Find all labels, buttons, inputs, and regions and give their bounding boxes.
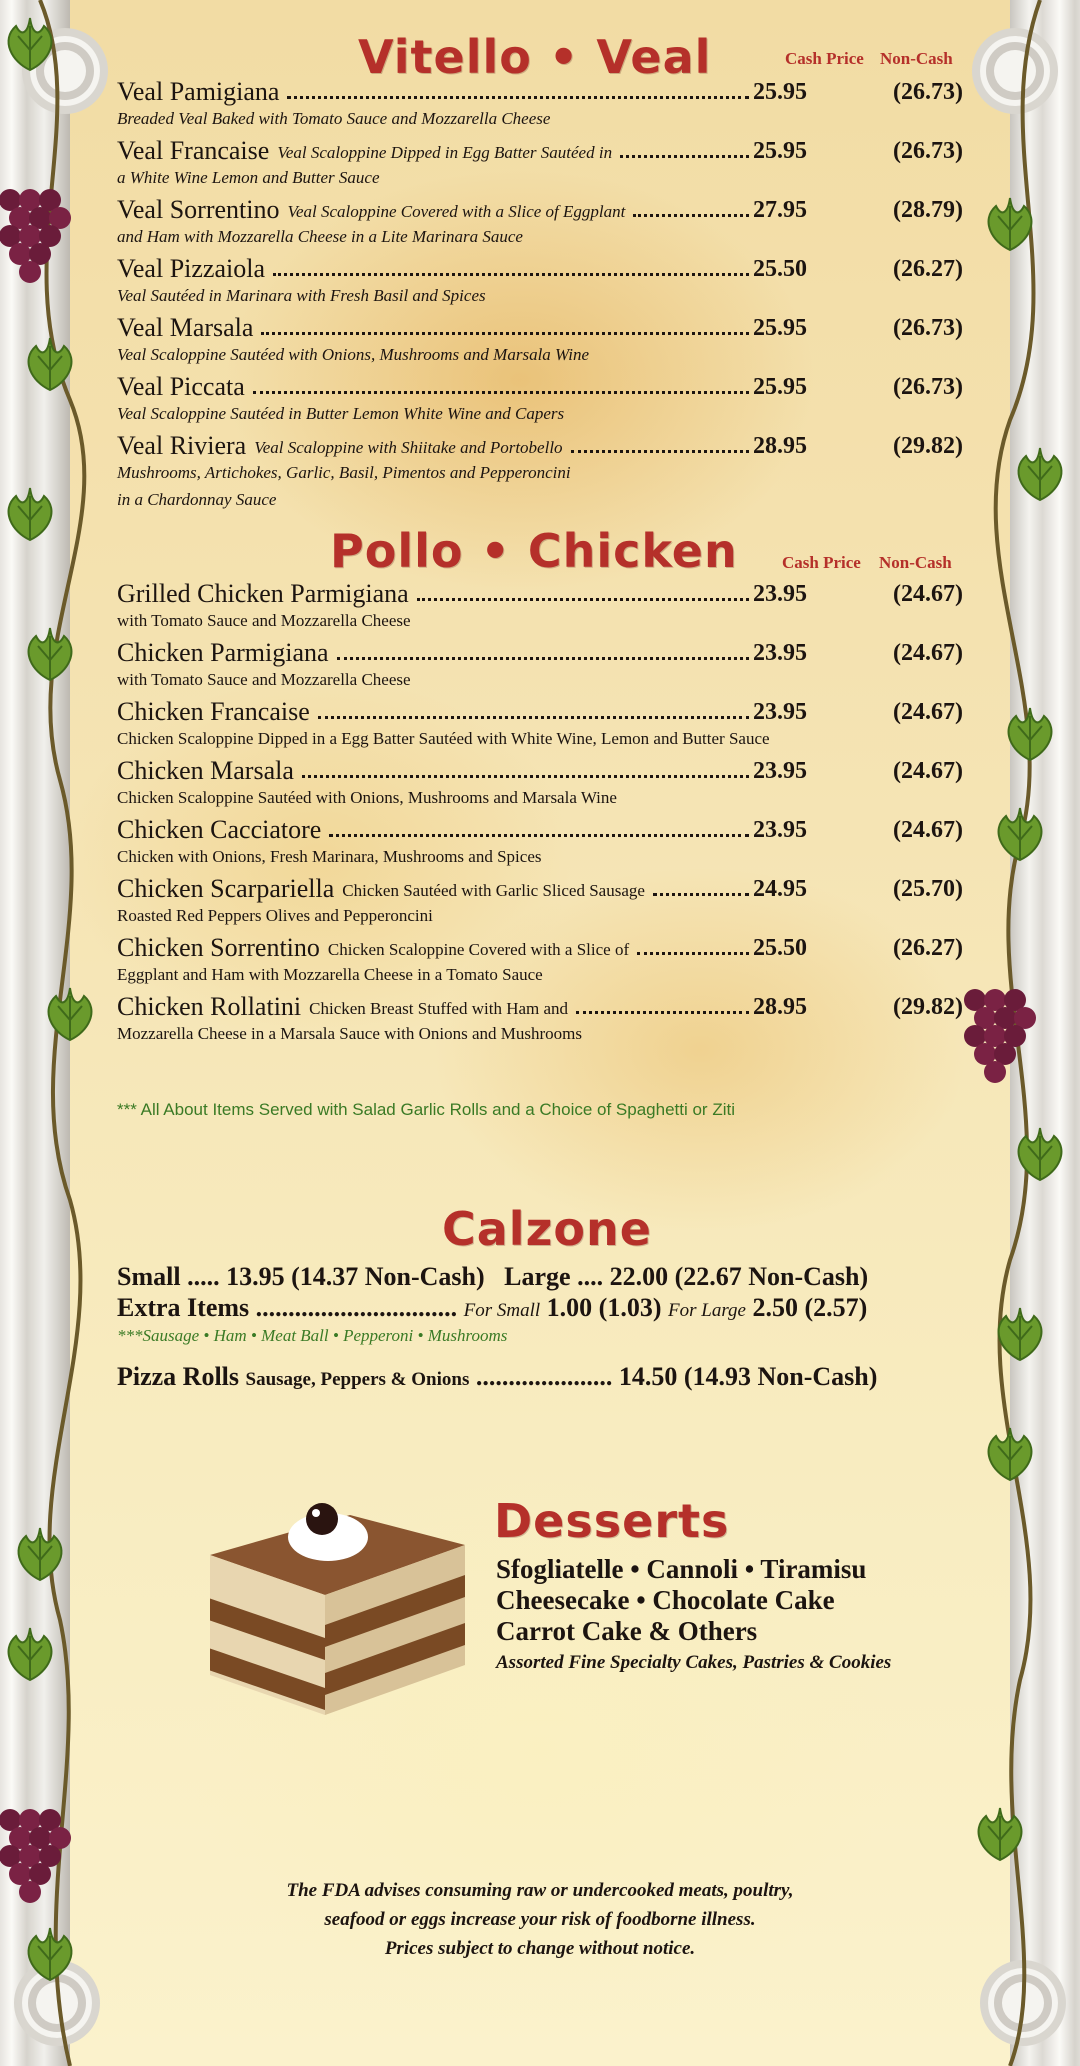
item-noncash-price: (24.67) <box>893 758 963 784</box>
calzone-sizes-line <box>117 1262 868 1292</box>
leader-dots <box>576 1011 749 1014</box>
item-noncash-price: (26.27) <box>893 935 963 961</box>
item-description: Chicken Scaloppine Dipped in a Egg Batter Sautéed with White Wine, Lemon and Butter Sauce <box>117 729 770 748</box>
leader-dots <box>261 332 749 335</box>
leader-dots <box>571 450 749 453</box>
item-noncash-price: (26.73) <box>893 315 963 341</box>
desserts-section-title: Desserts <box>494 1494 730 1548</box>
fda-disclaimer-line: seafood or eggs increase your risk of foodborne illness. <box>324 1909 756 1930</box>
item-name: Veal Francaise <box>117 136 270 165</box>
leader-dots <box>337 657 749 660</box>
item-noncash-price: (25.70) <box>893 876 963 902</box>
dessert-line: Carrot Cake & Others <box>496 1616 758 1646</box>
leader-dots <box>318 716 749 719</box>
item-name: Chicken Scarpariella <box>117 874 335 903</box>
dessert-line: Sfogliatelle • Cannoli • Tiramisu <box>496 1554 867 1584</box>
pizza-rolls-dots: ..................... <box>475 1362 613 1391</box>
fda-disclaimer-line: The FDA advises consuming raw or undercooked meats, poultry, <box>286 1880 794 1901</box>
leader-dots <box>417 598 749 601</box>
veal-section-title: Vitello • Veal <box>358 30 712 84</box>
item-description: Breaded Veal Baked with Tomato Sauce and Mozzarella Cheese <box>117 109 551 128</box>
for-large-label: For Large <box>668 1300 746 1321</box>
leader-dots <box>287 96 749 99</box>
menu-item-row <box>117 991 963 1021</box>
item-noncash-price: (29.82) <box>893 433 963 459</box>
pizza-rolls-line <box>117 1362 877 1392</box>
veal-noncash-header: Non-Cash <box>880 49 953 68</box>
dessert-subtitle: Assorted Fine Specialty Cakes, Pastries & Cookies <box>496 1652 892 1673</box>
item-noncash-price: (24.67) <box>893 699 963 725</box>
served-with-note: *** All About Items Served with Salad Garlic Rolls and a Choice of Spaghetti or Ziti <box>117 1100 735 1119</box>
item-cash-price: 25.50 <box>753 256 807 282</box>
item-name: Veal Piccata <box>117 372 245 401</box>
item-name: Veal Sorrentino <box>117 195 280 224</box>
item-description: Chicken with Onions, Fresh Marinara, Mushrooms and Spices <box>117 847 542 866</box>
item-name: Veal Pizzaiola <box>117 254 265 283</box>
tiramisu-image <box>200 1475 475 1725</box>
item-cash-price: 27.95 <box>753 197 807 223</box>
leader-dots <box>273 273 749 276</box>
item-noncash-price: (26.27) <box>893 256 963 282</box>
item-description: Mushrooms, Artichokes, Garlic, Basil, Pimentos and Pepperoncini <box>117 463 571 482</box>
chicken-cash-price-header: Cash Price <box>782 553 861 572</box>
veal-cash-price-header: Cash Price <box>785 49 864 68</box>
item-name: Veal Riviera <box>117 431 247 460</box>
leader-dots <box>329 834 749 837</box>
menu-item-row <box>117 76 963 106</box>
item-name: Grilled Chicken Parmigiana <box>117 579 409 608</box>
calzone-small-price: 13.95 (14.37 Non-Cash) <box>226 1262 485 1291</box>
item-cash-price: 23.95 <box>753 581 807 607</box>
menu-item-row <box>117 135 963 165</box>
small-extra-price: 1.00 (1.03) <box>546 1293 662 1322</box>
item-cash-price: 25.95 <box>753 374 807 400</box>
calzone-toppings: ***Sausage • Ham • Meat Ball • Pepperoni • Mushrooms <box>117 1326 508 1345</box>
item-cash-price: 25.95 <box>753 138 807 164</box>
leader-dots <box>637 952 749 955</box>
calzone-large-label: Large .... <box>504 1262 604 1291</box>
leader-dots <box>302 775 749 778</box>
item-cash-price: 25.95 <box>753 79 807 105</box>
item-name: Veal Pamigiana <box>117 77 280 106</box>
item-name: Chicken Sorrentino <box>117 933 320 962</box>
item-cash-price: 23.95 <box>753 758 807 784</box>
pizza-rolls-label: Pizza Rolls <box>117 1362 240 1391</box>
menu-item-row <box>117 637 963 667</box>
chicken-section-title: Pollo • Chicken <box>330 524 738 578</box>
item-cash-price: 23.95 <box>753 817 807 843</box>
item-noncash-price: (24.67) <box>893 817 963 843</box>
item-description: Eggplant and Ham with Mozzarella Cheese in a Tomato Sauce <box>117 965 543 984</box>
item-cash-price: 28.95 <box>753 433 807 459</box>
item-description: in a Chardonnay Sauce <box>117 490 277 509</box>
item-inline-description: Chicken Sautéed with Garlic Sliced Sausage <box>342 881 645 900</box>
calzone-extra-line <box>117 1293 867 1323</box>
calzone-section-title: Calzone <box>442 1202 652 1256</box>
item-description: with Tomato Sauce and Mozzarella Cheese <box>117 670 411 689</box>
item-inline-description: Veal Scaloppine Dipped in Egg Batter Sautéed in <box>277 143 613 162</box>
chicken-noncash-header: Non-Cash <box>879 553 952 572</box>
item-noncash-price: (26.73) <box>893 138 963 164</box>
extra-items-dots: ............................... <box>255 1293 458 1322</box>
item-noncash-price: (26.73) <box>893 374 963 400</box>
extra-items-label: Extra Items <box>117 1293 250 1322</box>
item-name: Chicken Francaise <box>117 697 310 726</box>
menu-item-row <box>117 430 963 460</box>
item-description: Chicken Scaloppine Sautéed with Onions, Mushrooms and Marsala Wine <box>117 788 617 807</box>
for-small-label: For Small <box>463 1300 541 1321</box>
item-description: Veal Scaloppine Sautéed with Onions, Mushrooms and Marsala Wine <box>117 345 590 364</box>
leader-dots <box>620 155 749 158</box>
item-cash-price: 24.95 <box>753 876 807 902</box>
dessert-line: Cheesecake • Chocolate Cake <box>496 1585 835 1615</box>
item-description: Veal Scaloppine Sautéed in Butter Lemon White Wine and Capers <box>117 404 565 423</box>
menu-item-row <box>117 253 963 283</box>
item-name: Chicken Rollatini <box>117 992 302 1021</box>
item-name: Veal Marsala <box>117 313 254 342</box>
menu-item-row <box>117 755 963 785</box>
leader-dots <box>253 391 749 394</box>
menu-item-row <box>117 371 963 401</box>
item-name: Chicken Marsala <box>117 756 294 785</box>
item-noncash-price: (26.73) <box>893 79 963 105</box>
item-cash-price: 28.95 <box>753 994 807 1020</box>
large-extra-price: 2.50 (2.57) <box>752 1293 868 1322</box>
menu-item-row <box>117 873 963 903</box>
pizza-rolls-desc: Sausage, Peppers & Onions <box>245 1369 470 1390</box>
item-noncash-price: (24.67) <box>893 581 963 607</box>
item-description: and Ham with Mozzarella Cheese in a Lite Marinara Sauce <box>117 227 523 246</box>
item-inline-description: Chicken Scaloppine Covered with a Slice of <box>327 940 630 959</box>
item-description: Roasted Red Peppers Olives and Pepperoncini <box>117 906 433 925</box>
menu-item-row <box>117 194 963 224</box>
item-description: Mozzarella Cheese in a Marsala Sauce with Onions and Mushrooms <box>117 1024 583 1043</box>
leader-dots <box>653 893 749 896</box>
item-cash-price: 23.95 <box>753 640 807 666</box>
menu-item-row <box>117 578 963 608</box>
item-description: a White Wine Lemon and Butter Sauce <box>117 168 380 187</box>
item-cash-price: 23.95 <box>753 699 807 725</box>
item-noncash-price: (29.82) <box>893 994 963 1020</box>
item-cash-price: 25.50 <box>753 935 807 961</box>
calzone-large-price: 22.00 (22.67 Non-Cash) <box>609 1262 869 1291</box>
item-inline-description: Chicken Breast Stuffed with Ham and <box>309 999 569 1018</box>
item-cash-price: 25.95 <box>753 315 807 341</box>
item-name: Chicken Parmigiana <box>117 638 329 667</box>
item-name: Chicken Cacciatore <box>117 815 322 844</box>
item-description: with Tomato Sauce and Mozzarella Cheese <box>117 611 411 630</box>
menu-item-row <box>117 932 963 962</box>
item-noncash-price: (28.79) <box>893 197 963 223</box>
menu-item-row <box>117 696 963 726</box>
item-inline-description: Veal Scaloppine with Shiitake and Portobello <box>254 438 563 457</box>
pizza-rolls-price: 14.50 (14.93 Non-Cash) <box>618 1362 878 1391</box>
menu-item-row <box>117 312 963 342</box>
item-inline-description: Veal Scaloppine Covered with a Slice of Eggplant <box>287 202 626 221</box>
menu-item-row <box>117 814 963 844</box>
item-noncash-price: (24.67) <box>893 640 963 666</box>
calzone-small-label: Small ..... <box>117 1262 220 1291</box>
leader-dots <box>633 214 749 217</box>
price-change-notice: Prices subject to change without notice. <box>384 1938 696 1959</box>
item-description: Veal Sautéed in Marinara with Fresh Basil and Spices <box>117 286 486 305</box>
